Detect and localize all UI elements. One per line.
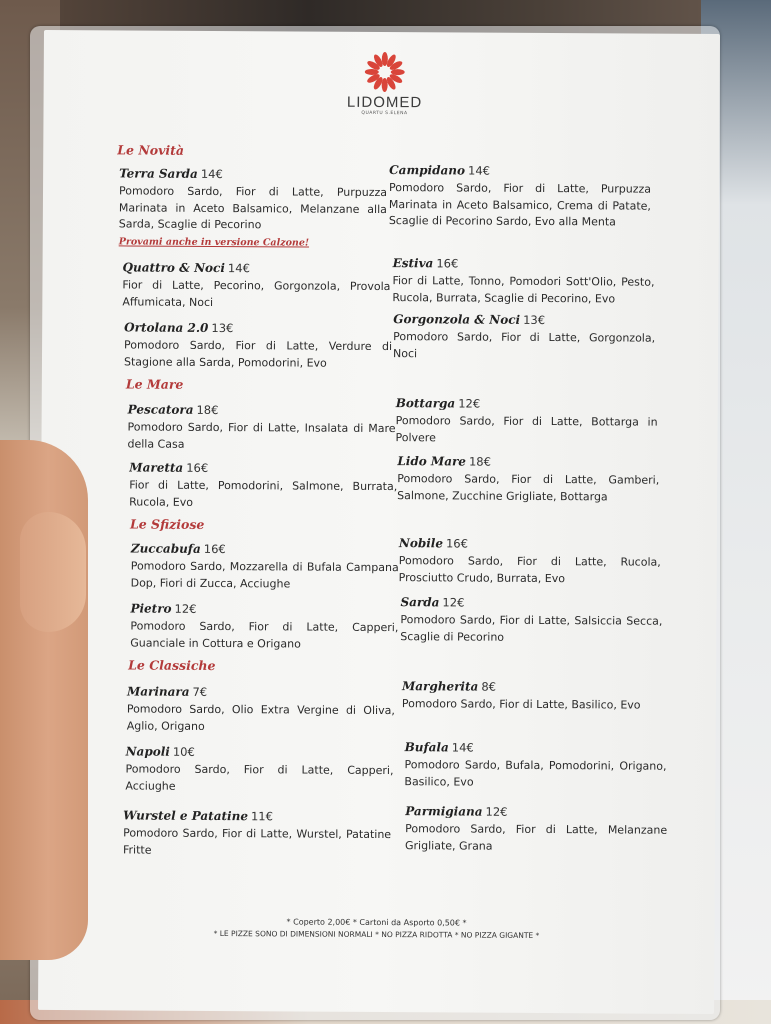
item-name: Estiva [392,256,434,271]
item-description: Pomodoro Sardo, Fior di Latte, Gamberi, Salmone, Zucchine Grigliate, Bottarga [397,472,660,503]
menu-item-bufala [404,736,666,792]
item-name: Quattro & Noci [122,260,226,276]
menu-item-marinara [127,680,395,736]
item-name: Ortolana 2.0 [124,320,209,335]
item-name: Napoli [125,744,170,759]
footer-coperto: * Coperto 2,00€ * Cartoni da Asporto 0,50€ * [286,917,467,928]
menu-item-parmigiana [405,800,667,856]
item-description: Fior di Latte, Tonno, Pomodori Sott'Olio, Pesto, Rucola, Burrata, Scaglie di Pecorino, Evo [392,274,655,305]
item-name: Campidano [389,163,466,178]
item-name: Sarda [400,595,440,610]
item-name: Pescatora [127,402,194,417]
item-description: Pomodoro Sardo, Fior di Latte, Gorgonzola, Noci [392,330,656,360]
item-description: Pomodoro Sardo, Fior di Latte, Capperi, Acciughe [125,762,394,793]
item-description: Pomodoro Sardo, Olio Extra Vergine di Oliva, Aglio, Origano [126,702,395,733]
menu-item-maretta [129,456,397,512]
menu-item-sarda [400,591,662,647]
item-name: Margherita [401,679,479,694]
section-sfiziose: Le Sfiziose [129,516,205,532]
section-novita: Le Novità [117,142,185,158]
calzone-note: Provami anche in versione Calzone! [118,235,310,249]
item-price: 12€ [458,396,481,411]
item-name: Zuccabufa [130,541,201,556]
logo-subtitle: QUARTU S.ELENA [361,110,408,117]
item-description: Pomodoro Sardo, Fior di Latte, Capperi, Guanciale in Cottura e Origano [130,619,399,651]
section-mare: Le Mare [125,376,184,392]
item-price: 14€ [227,261,250,276]
item-price: 18€ [468,454,491,469]
item-name: Bottarga [395,396,456,411]
item-description: Pomodoro Sardo, Fior di Latte, Insalata di Mare della Casa [127,420,396,451]
item-price: 13€ [211,320,234,336]
item-name: Bufala [404,740,449,755]
item-description: Pomodoro Sardo, Fior di Latte, Basilico, Evo [401,697,641,712]
menu-item-estiva [392,252,654,308]
menu-item-nobile [399,532,661,588]
item-price: 11€ [250,809,273,824]
item-name: Gorgonzola & Noci [393,312,521,327]
footer-pizza-sizes: * LE PIZZE SONO DI DIMENSIONI NORMALI * NO PIZZA RIDOTTA * NO PIZZA GIGANTE * [213,928,540,940]
item-name: Nobile [398,536,444,551]
item-price: 18€ [196,402,219,418]
item-description: Pomodoro Sardo, Fior di Latte, Rucola, Prosciutto Crudo, Burrata, Evo [398,554,661,585]
item-description: Pomodoro Sardo, Fior di Latte, Verdure di Stagione alla Sarda, Pomodorini, Evo [123,338,393,370]
item-name: Parmigiana [405,804,483,819]
item-price: 12€ [174,601,197,616]
menu-item-campidano [389,159,651,231]
item-price: 16€ [445,536,468,551]
item-name: Terra Sarda [119,166,198,181]
item-description: Pomodoro Sardo, Bufala, Pomodorini, Origano, Basilico, Evo [404,758,667,789]
item-price: 16€ [203,541,226,557]
menu-item-terra-sarda [119,162,388,248]
logo [339,52,429,117]
item-price: 10€ [172,744,195,759]
menu-sheet [38,30,720,1014]
item-price: 14€ [451,740,474,755]
item-description: Pomodoro Sardo, Fior di Latte, Wurstel, Patatine Fritte [122,826,392,857]
menu-item-margherita [402,675,664,714]
item-price: 14€ [467,163,491,178]
menu-item-wurstel-patatine [123,804,391,860]
menu-item-ortolana [124,316,392,372]
thumb [20,512,86,632]
item-name: Maretta [129,460,184,475]
menu-item-zuccabufa [131,537,399,593]
item-price: 16€ [436,256,459,271]
item-description: Pomodoro Sardo, Mozzarella di Bufala Campana Dop, Fiori di Zucca, Acciughe [130,559,399,590]
item-price: 13€ [523,312,546,328]
item-name: Lido Mare [397,454,467,469]
menu-item-pietro [130,597,398,653]
menu-item-bottarga [395,392,657,448]
item-description: Fior di Latte, Pecorino, Gorgonzola, Provola Affumicata, Noci [122,278,391,309]
item-name: Pietro [130,601,172,616]
item-description: Pomodoro Sardo, Fior di Latte, Melanzane Grigliate, Grana [404,822,668,853]
item-description: Fior di Latte, Pomodorini, Salmone, Burrata, Rucola, Evo [129,478,398,509]
item-price: 12€ [442,595,465,610]
item-price: 7€ [192,684,208,699]
item-description: Pomodoro Sardo, Fior di Latte, Bottarga in Polvere [395,414,658,444]
menu-item-lido-mare [397,450,659,506]
item-description: Pomodoro Sardo, Fior di Latte, Purpuzza Marinata in Aceto Balsamico, Melanzane alla Sarda, Scaglie di Pecorino [118,184,388,232]
item-name: Wurstel e Patatine [123,808,249,824]
logo-name: LIDOMED [346,93,423,112]
item-price: 16€ [186,460,209,475]
item-name: Marinara [126,684,190,699]
menu-item-pescatora [127,398,395,454]
item-description: Pomodoro Sardo, Fior di Latte, Purpuzza Marinata in Aceto Balsamico, Crema di Patate, Scaglie di Pecorino Sardo, Evo alla Menta [388,181,652,229]
menu-item-quattro-noci [122,256,390,312]
menu-item-gorgonzola-noci [393,308,655,364]
item-description: Pomodoro Sardo, Fior di Latte, Salsiccia Secca, Scaglie di Pecorino [400,613,663,644]
item-price: 12€ [485,804,508,819]
item-price: 8€ [481,679,497,694]
section-classiche: Le Classiche [128,657,216,673]
item-price: 14€ [200,166,223,182]
menu-item-napoli [125,740,393,796]
sun-flower-icon [365,52,405,92]
